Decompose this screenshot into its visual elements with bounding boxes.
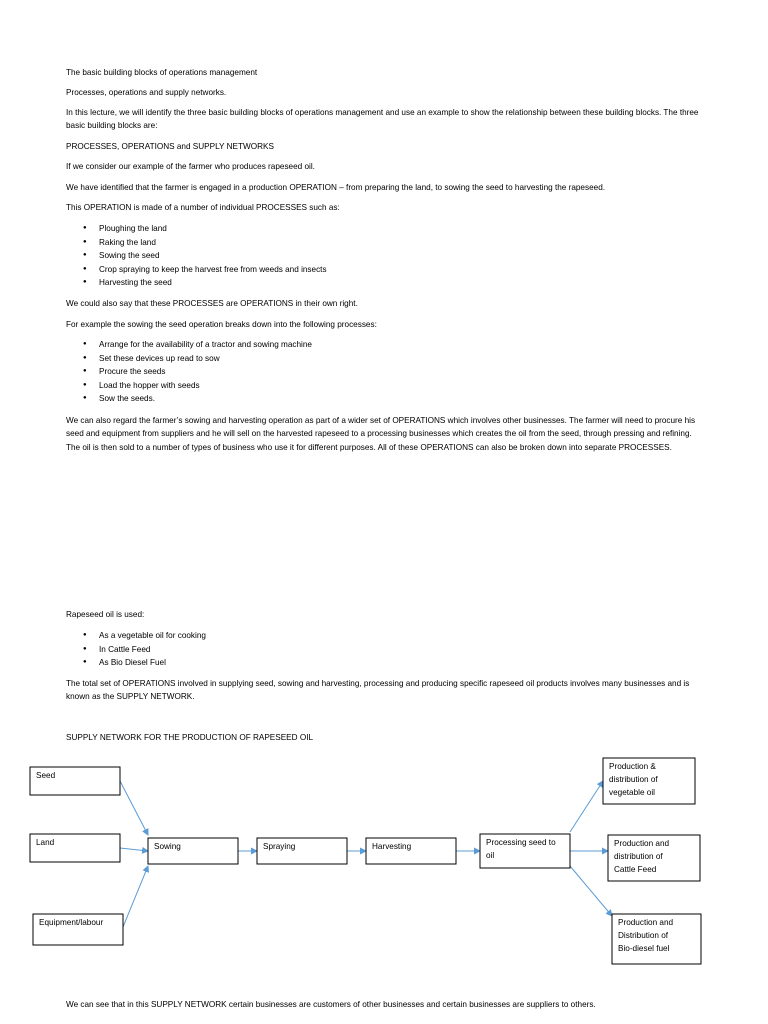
node-processing-label: Processing seed to bbox=[486, 838, 556, 847]
node-biodiesel-label: Bio-diesel fuel bbox=[618, 944, 670, 953]
list-item: ● Arrange for the availability of a tractor and sowing machine bbox=[83, 338, 312, 352]
node-spraying-label: Spraying bbox=[263, 842, 296, 851]
flow-arrow-from-land bbox=[120, 848, 148, 851]
supply-network-diagram bbox=[0, 740, 768, 980]
uses-list bbox=[83, 629, 206, 670]
list-item: ● Set these devices up read to sow bbox=[83, 352, 312, 366]
diagram-title: SUPPLY NETWORK FOR THE PRODUCTION OF RAPESEED OIL bbox=[66, 733, 314, 742]
node-cattle-feed-label: distribution of bbox=[614, 852, 663, 861]
node-land bbox=[30, 834, 120, 862]
list-item: ● In Cattle Feed bbox=[83, 643, 206, 657]
node-equipment bbox=[33, 914, 123, 945]
sowing-breakdown-intro: For example the sowing the seed operation breaks down into the following processes: bbox=[66, 320, 377, 329]
node-veg-oil-label: vegetable oil bbox=[609, 788, 655, 797]
diagram-boxes bbox=[30, 758, 701, 964]
node-land-label: Land bbox=[36, 838, 55, 847]
flow-arrow-from-seed bbox=[120, 781, 148, 835]
node-biodiesel-label: Distribution of bbox=[618, 931, 669, 940]
wider-operations-paragraph: We can also regard the farmer’s sowing and harvesting operation as part of a wider set of OPERATIONS which involves other businesses. The farmer will need to procure his seed and equipment from suppliers and he will sell on the harvested rapeseed to a processing businesses which creates the oil from the seed, through pressing and refining. The oil is then sold to a number of types of business who use it for different purposes. All of these OPERATIONS can also be broken down into separate PROCESSES. bbox=[66, 416, 696, 452]
flow-arrow-from-processing bbox=[570, 866, 612, 916]
list-item: ● Ploughing the land bbox=[83, 222, 327, 236]
node-processing bbox=[480, 834, 570, 868]
node-sowing-label: Sowing bbox=[154, 842, 181, 851]
list-item: ● As Bio Diesel Fuel bbox=[83, 656, 206, 670]
list-item: ● Procure the seeds bbox=[83, 365, 312, 379]
supply-network-paragraph: The total set of OPERATIONS involved in supplying seed, sowing and harvesting, processing and producing specific rapeseed oil products involves many businesses and is known as the SUPPLY NETWORK. bbox=[66, 679, 690, 702]
list-item: ● As a vegetable oil for cooking bbox=[83, 629, 206, 643]
intro-paragraph: In this lecture, we will identify the three basic building blocks of operations management and use an example to show the relationship between these building blocks. The three basic building blocks are: bbox=[66, 108, 699, 131]
sowing-processes-list bbox=[83, 338, 312, 406]
farmer-example-text: If we consider our example of the farmer who produces rapeseed oil. bbox=[66, 162, 315, 171]
conclusion-text: We can see that in this SUPPLY NETWORK certain businesses are customers of other businesses and certain businesses are suppliers to others. bbox=[66, 1000, 596, 1009]
building-blocks-heading: PROCESSES, OPERATIONS and SUPPLY NETWORKS bbox=[66, 142, 274, 151]
document-title: The basic building blocks of operations management bbox=[66, 68, 258, 77]
node-seed bbox=[30, 767, 120, 795]
node-biodiesel bbox=[612, 914, 701, 964]
node-cattle-feed-label: Production and bbox=[614, 839, 670, 848]
node-veg-oil bbox=[603, 758, 695, 804]
node-seed-label: Seed bbox=[36, 771, 56, 780]
node-spraying bbox=[257, 838, 347, 864]
processes-list bbox=[83, 222, 327, 290]
node-harvesting bbox=[366, 838, 456, 864]
flow-arrow-from-processing bbox=[570, 781, 603, 832]
list-item: ● Sowing the seed bbox=[83, 249, 327, 263]
list-item: ● Crop spraying to keep the harvest free from weeds and insects bbox=[83, 263, 327, 277]
list-item: ● Load the hopper with seeds bbox=[83, 379, 312, 393]
document-subtitle: Processes, operations and supply networks. bbox=[66, 88, 227, 97]
node-equipment-label: Equipment/labour bbox=[39, 918, 104, 927]
node-biodiesel-label: Production and bbox=[618, 918, 674, 927]
list-item: ● Raking the land bbox=[83, 236, 327, 250]
processes-as-operations-text: We could also say that these PROCESSES are OPERATIONS in their own right. bbox=[66, 299, 358, 308]
flow-arrow-from-equipment bbox=[123, 866, 148, 927]
list-item: ● Harvesting the seed bbox=[83, 276, 327, 290]
list-item: ● Sow the seeds. bbox=[83, 392, 312, 406]
processes-intro-text: This OPERATION is made of a number of individual PROCESSES such as: bbox=[66, 203, 340, 212]
node-veg-oil-label: Production & bbox=[609, 762, 656, 771]
node-cattle-feed bbox=[608, 835, 700, 881]
node-sowing bbox=[148, 838, 238, 864]
node-cattle-feed-label: Cattle Feed bbox=[614, 865, 657, 874]
operation-statement-text: We have identified that the farmer is engaged in a production OPERATION – from preparing the land, to sowing the seed to harvesting the rapeseed. bbox=[66, 183, 606, 192]
node-processing-label: oil bbox=[486, 851, 495, 860]
node-harvesting-label: Harvesting bbox=[372, 842, 412, 851]
uses-intro-text: Rapeseed oil is used: bbox=[66, 610, 145, 619]
node-veg-oil-label: distribution of bbox=[609, 775, 658, 784]
